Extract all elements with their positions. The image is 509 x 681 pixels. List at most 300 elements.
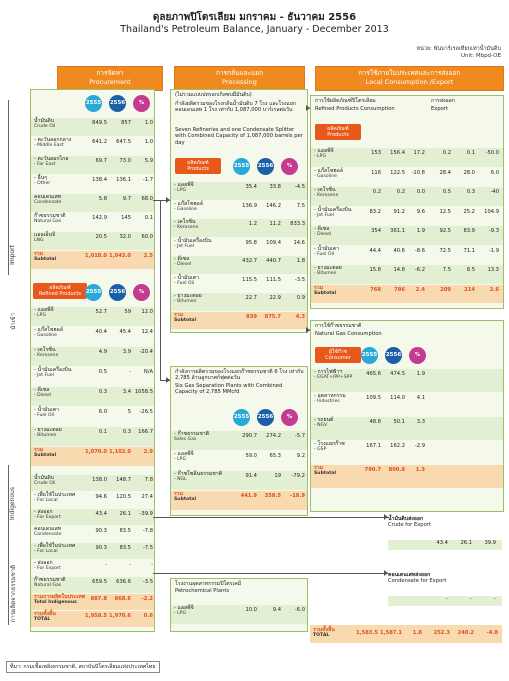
table-row — [31, 327, 154, 346]
year-2012-badge: 2555 — [233, 409, 250, 426]
cell-value: 32.0 — [119, 234, 131, 240]
cell-value: 94.6 — [95, 494, 107, 500]
processing-header-th: การกลั่นและแยก — [215, 69, 264, 77]
cell-value: 40.6 — [393, 247, 405, 254]
row-label-th: รวม — [314, 465, 324, 471]
ng-consumption-box — [310, 320, 504, 512]
cell-value: -20.4 — [139, 349, 153, 355]
gsp-table — [171, 431, 307, 515]
row-label-en: - Far East — [34, 162, 56, 168]
products-badge — [315, 124, 361, 140]
cell-value: 138.4 — [92, 177, 107, 183]
cell-value: 9.7 — [122, 196, 131, 202]
cell-value: 83.9 — [463, 228, 475, 234]
year-2013-badge: 2556 — [109, 284, 126, 301]
row-label-en: Total Indigenous — [34, 600, 77, 606]
cell-value: N/A — [143, 369, 153, 375]
cell-value: 868.6 — [114, 596, 131, 602]
table-row — [31, 577, 154, 593]
total-export-pct: -4.8 — [486, 630, 498, 636]
table-row — [311, 226, 503, 245]
cell-value: 839 — [246, 313, 257, 320]
row-label — [34, 447, 56, 459]
cell-value: 7.5 — [296, 202, 305, 209]
table-row — [311, 148, 503, 167]
row-label-th: - ดีเซล — [34, 387, 50, 393]
connector-line — [160, 200, 161, 380]
table-row — [31, 194, 154, 212]
cell-value: 465.6 — [366, 371, 381, 377]
row-label-en: - Jet Fuel — [314, 212, 334, 218]
row-label-th: น้ำมันดิบ — [34, 475, 55, 481]
row-label — [174, 471, 222, 483]
cell-value: 647.5 — [116, 139, 131, 145]
table-row — [171, 471, 307, 490]
row-label — [34, 427, 62, 439]
cell-value: 1.9 — [416, 228, 425, 234]
row-label-th: - น้ำมันเครื่องบิน — [174, 237, 212, 244]
ng-consumption-table — [311, 369, 503, 499]
cell-value: 0.3 — [466, 189, 475, 195]
row-label — [34, 307, 54, 319]
unit-label-en: Unit: Mbpd-OE — [461, 53, 501, 59]
products-badge-en: Products — [187, 166, 209, 172]
row-label — [34, 156, 68, 168]
row-label-th: - อื่นๆ — [34, 175, 47, 181]
refinery-note: (ไม่รวมแบบปทรอกเกิลซบมืมันดิบ) — [175, 92, 252, 98]
row-label-th: - แอลพีจี — [34, 307, 54, 313]
row-label-th: - น้ำมันเตา — [34, 407, 60, 413]
cell-value: 6.0 — [490, 169, 499, 176]
cell-value: 104.9 — [484, 208, 499, 215]
cell-value: 59 — [124, 309, 131, 315]
cell-value: 142.9 — [92, 215, 107, 221]
cell-value: -39.9 — [139, 511, 153, 517]
total-label-en: TOTAL — [313, 633, 330, 639]
percent-badge: % — [133, 95, 150, 112]
cell-value: 833.3 — [290, 221, 305, 227]
cell-value: 0.1 — [466, 150, 475, 156]
table-row — [31, 367, 154, 386]
row-label-en: - LPG — [174, 188, 187, 194]
row-label-th: - น้ำมันเตา — [174, 274, 200, 281]
products-badge-en: Products — [327, 132, 349, 138]
cell-value: 4.3 — [295, 313, 305, 320]
table-row — [311, 246, 503, 265]
cell-value: 0.3 — [122, 429, 131, 435]
cell-value: 0.5 — [98, 369, 107, 375]
cell-value: 20.5 — [95, 234, 107, 240]
cell-value: 11.2 — [269, 221, 281, 227]
table-row — [311, 441, 503, 464]
table-row — [171, 219, 307, 237]
row-label-th: - ดีเซล — [314, 226, 330, 232]
row-label-th: - แอลพีจี — [174, 451, 194, 457]
cell-value: 9.6 — [416, 208, 425, 215]
table-row — [31, 509, 154, 525]
row-label-en: - For Local — [34, 498, 58, 504]
row-label-th: - เพื่อใช้ในประเทศ — [34, 492, 76, 498]
row-label-th: - ส่งออก — [34, 509, 53, 515]
cell-value: -6.2 — [414, 267, 425, 273]
row-label-th: - แอลพีจี — [314, 148, 334, 154]
row-label-en: - Diesel — [174, 262, 192, 268]
cell-value: 71.1 — [463, 247, 475, 254]
cell-value: 136.9 — [242, 202, 257, 209]
cell-value: -3.5 — [142, 579, 153, 585]
cell-value: - — [129, 562, 131, 568]
cell-value: 432.7 — [242, 258, 257, 264]
percent-badge: % — [281, 409, 298, 426]
row-label — [34, 232, 55, 244]
row-label-en: - Fuel Oil — [174, 280, 195, 286]
cell-value: 95.8 — [245, 239, 257, 246]
cell-value: 115.5 — [242, 276, 257, 283]
cell-value: 59.0 — [245, 453, 257, 459]
cell-value: 48.8 — [369, 419, 381, 425]
table-row — [171, 491, 307, 510]
row-label — [314, 393, 346, 405]
row-label — [314, 187, 338, 199]
cell-value: 120.5 — [116, 494, 131, 500]
cell-value: 28.0 — [463, 169, 475, 176]
procurement-header — [57, 66, 163, 91]
row-label-th: - แอลพีจี — [174, 605, 194, 611]
total-export-2012: 252.3 — [433, 630, 450, 636]
total-label-th: รวมทั้งสิ้น — [313, 627, 335, 633]
cell-value: 636.6 — [116, 579, 131, 585]
table-row — [171, 201, 307, 219]
cell-value: -40 — [490, 189, 499, 195]
export-label-th: การส่งออก — [431, 98, 455, 104]
row-label — [34, 407, 59, 419]
row-label — [34, 560, 61, 572]
row-label-th: รวม — [174, 311, 184, 318]
cell-value: 1,102.0 — [109, 449, 131, 455]
row-label-en: Crude Oil — [34, 481, 56, 487]
table-row — [31, 137, 154, 155]
row-label-th: - แอลพีจี — [174, 182, 194, 188]
row-label-th: ก๊าซธรรมชาติ — [34, 577, 66, 583]
row-label-th: - การไฟฟ้าฯ — [314, 369, 343, 375]
cell-value: 1.9 — [416, 371, 425, 377]
cell-value: 52.7 — [95, 309, 107, 315]
page-subtitle: Thailand's Petroleum Balance, January - December 2013 — [120, 24, 389, 35]
cell-value: 167.1 — [366, 443, 381, 449]
cell-value: 2.9 — [143, 449, 153, 455]
table-row — [311, 207, 503, 226]
year-2012-badge: 2555 — [85, 284, 102, 301]
year-2012-badge: 2555 — [233, 158, 250, 175]
products-badge — [175, 158, 221, 174]
row-label-th: น้ำมันดิบ — [34, 118, 55, 124]
table-row — [31, 611, 154, 627]
cond-export-pct: - — [494, 596, 496, 602]
cond-export-values — [388, 596, 502, 606]
cell-value: 33.8 — [269, 184, 281, 190]
procurement-column — [30, 89, 155, 632]
cell-value: 83.5 — [119, 545, 131, 551]
cell-value: 116 — [371, 169, 381, 176]
gsp-capacity-en: Six Gas Separation Plants with Combined Capacity of 2,785 MMcfd — [175, 383, 283, 396]
procurement-header-th: การจัดหา — [96, 69, 124, 77]
row-label — [174, 275, 199, 287]
table-row — [171, 182, 307, 200]
row-label-en: - Gasoline — [174, 206, 197, 212]
table-row — [31, 407, 154, 426]
year-2013-badge: 2556 — [257, 158, 274, 175]
row-label-th: - ตะวันออกกลาง — [34, 137, 72, 143]
cell-value: -10.8 — [411, 169, 425, 176]
cell-value: 91.2 — [393, 208, 405, 215]
row-label — [314, 265, 342, 277]
cond-export-2012: - — [446, 596, 448, 602]
cell-value: 1.8 — [296, 258, 305, 264]
cell-value: 800.8 — [388, 467, 405, 473]
cell-value: 1,043.0 — [109, 253, 131, 259]
row-label — [34, 509, 61, 521]
row-label-en: - Diesel — [314, 232, 332, 238]
cell-value: 68.0 — [141, 196, 153, 202]
row-label — [314, 207, 351, 219]
row-label — [34, 251, 56, 263]
refinery-capacity-en: Seven Refineries and one Condensate Splitter with Combined Capacity of 1,087,000 barrels per day — [175, 127, 303, 146]
row-label-en: - NGV — [314, 423, 328, 429]
year-2013-badge: 2556 — [109, 95, 126, 112]
cell-value: -18.9 — [290, 493, 305, 499]
row-label — [34, 526, 61, 538]
row-label — [34, 194, 61, 206]
cell-value: - — [129, 369, 131, 375]
cell-value: 14.8 — [393, 267, 405, 273]
cell-value: 12.0 — [141, 309, 153, 315]
crude-export-2012: 43.4 — [436, 540, 448, 546]
cell-value: 3.3 — [416, 419, 425, 425]
row-label-en: Condensate — [34, 200, 62, 206]
cell-value: 166.7 — [138, 429, 153, 435]
row-label-en: - LPG — [34, 313, 47, 319]
cell-value: 0.2 — [396, 189, 405, 195]
row-label-th: - น้ำมันเครื่องบิน — [34, 367, 72, 373]
cell-value: 875.7 — [264, 313, 281, 320]
row-label — [314, 285, 336, 297]
row-label-en: - Kerosene — [34, 353, 59, 359]
cell-value: -2.2 — [141, 596, 153, 602]
row-label — [34, 213, 66, 225]
row-label-th: - ก๊าซโซลีนธรรมชาติ — [174, 471, 223, 477]
table-row — [31, 175, 154, 193]
row-label-th: รวม — [34, 251, 44, 257]
row-label — [34, 577, 66, 589]
percent-badge: % — [281, 158, 298, 175]
source-note: ที่มา: กรมเชื้อเพลิงธรรมชาติ, สถาบันปิโตรเลียมแห่งประเทศไทย — [6, 661, 160, 673]
row-label — [314, 168, 343, 180]
cell-value: -8.6 — [414, 247, 425, 254]
cell-value: -7.8 — [142, 528, 153, 534]
cell-value: 83.5 — [119, 528, 131, 534]
row-label-th: คอนเดนเสท — [34, 526, 62, 532]
row-label-en: - Middle East — [34, 143, 64, 149]
row-label-th: - ส่งออก — [34, 560, 53, 566]
cell-value: 109.5 — [366, 395, 381, 401]
cell-value: 15.8 — [369, 267, 381, 273]
arrow-icon — [384, 514, 388, 520]
cell-value: 72.5 — [439, 247, 451, 254]
row-label-en: - Fuel Oil — [34, 413, 55, 419]
row-label-en: Natural Gas — [34, 583, 62, 589]
cell-value: 9.2 — [296, 453, 305, 459]
cell-value: 91.4 — [245, 473, 257, 479]
cell-value: 0.2 — [442, 150, 451, 156]
row-label-en: - LPG — [174, 457, 187, 463]
table-row — [31, 347, 154, 366]
row-label — [314, 148, 334, 160]
table-row — [171, 238, 307, 256]
table-row — [311, 285, 503, 304]
row-label — [314, 246, 339, 258]
cell-value: 214 — [464, 286, 475, 293]
row-label-en: - Kerosene — [174, 225, 199, 231]
table-row — [171, 293, 307, 311]
row-label — [174, 219, 198, 231]
cond-export-en: Condensate for Export — [388, 578, 447, 585]
cell-value: 9.4 — [272, 607, 281, 613]
row-label-th: - เคโรซีน — [34, 347, 56, 353]
cell-value: -9.3 — [488, 228, 499, 234]
row-label-th: คอนเดนเสท — [34, 194, 62, 200]
table-row — [171, 451, 307, 470]
cell-value: 1058.5 — [134, 389, 153, 395]
cell-value: 474.5 — [390, 371, 405, 377]
table-row — [171, 312, 307, 330]
cell-value: -1.7 — [142, 177, 153, 183]
crude-export-box — [388, 516, 502, 556]
row-label-th: - ยางมะตอย — [34, 427, 62, 433]
cell-value: 65.3 — [269, 453, 281, 459]
cell-value: 290.7 — [242, 433, 257, 439]
cell-value: -6.0 — [294, 607, 305, 613]
cell-value: 790.7 — [364, 467, 381, 473]
refinery-products-table — [171, 182, 307, 332]
cell-value: 50.1 — [393, 419, 405, 425]
row-label-en: Subtotal — [174, 497, 197, 503]
row-label-en: Subtotal — [314, 290, 337, 296]
table-row — [31, 475, 154, 491]
cell-value: 14.6 — [293, 239, 305, 246]
year-2013-badge: 2556 — [385, 347, 402, 364]
row-label-th: แอลเอ็นจี — [34, 232, 56, 238]
cell-value: 10.0 — [245, 607, 257, 613]
cell-value: 274.2 — [266, 433, 281, 439]
row-label — [314, 465, 336, 477]
consumer-badge — [315, 347, 361, 363]
total-2012: 1,583.5 — [356, 630, 378, 636]
row-label-en: Natural Gas — [34, 219, 62, 225]
cell-value: -3.5 — [294, 276, 305, 283]
row-label-en: Subtotal — [34, 453, 57, 459]
table-row — [311, 168, 503, 187]
crude-export-en: Crude for Export — [388, 522, 431, 529]
row-label-en: Subtotal — [34, 257, 57, 263]
row-label — [34, 175, 50, 187]
cell-value: 5.8 — [98, 196, 107, 202]
table-row — [31, 213, 154, 231]
cell-value: 92.5 — [439, 228, 451, 234]
cell-value: 114.0 — [390, 395, 405, 401]
cell-value: 0.5 — [442, 189, 451, 195]
row-label-th: - น้ำมันเครื่องบิน — [314, 206, 352, 213]
cell-value: 1.0 — [144, 139, 153, 145]
row-label-en: - Fuel Oil — [314, 251, 335, 257]
cell-value: -79.2 — [291, 473, 305, 479]
refined-badge-en: Refined Products — [38, 291, 82, 297]
refined-consumption-box — [310, 95, 504, 309]
cell-value: 361.1 — [390, 228, 405, 234]
cell-value: - — [105, 562, 107, 568]
row-label — [314, 441, 345, 453]
row-label-en: Subtotal — [314, 471, 337, 477]
row-label — [34, 492, 75, 504]
row-label-en: - For Export — [34, 515, 61, 521]
table-row — [171, 275, 307, 293]
cell-value: 25.2 — [463, 208, 475, 215]
cell-value: 0.1 — [98, 429, 107, 435]
cell-value: 2.6 — [489, 286, 499, 293]
cell-value: 768 — [370, 286, 381, 293]
table-row — [31, 526, 154, 542]
row-label — [314, 369, 352, 381]
row-label — [34, 611, 56, 623]
row-label-th: - ยางมะตอย — [314, 265, 342, 271]
row-label-en: Condensate — [34, 532, 62, 538]
row-label — [174, 491, 196, 503]
row-label — [174, 201, 203, 213]
petrochemical-box — [170, 578, 308, 632]
cell-value: 13.3 — [487, 267, 499, 273]
refined-import-table — [31, 307, 154, 467]
cell-value: 60.0 — [141, 234, 153, 240]
row-label — [34, 475, 55, 487]
row-label-en: - Other — [34, 181, 51, 187]
table-row — [31, 307, 154, 326]
year-2012-badge: 2555 — [361, 347, 378, 364]
cell-value: 5.9 — [144, 158, 153, 164]
cell-value: 659.5 — [92, 579, 107, 585]
table-row — [311, 265, 503, 284]
page-title: ดุลยภาพปิโตรเลียม มกราคม - ธันวาคม 2556 — [152, 12, 357, 23]
row-label-en: TOTAL — [34, 617, 51, 623]
cell-value: -1.9 — [488, 247, 499, 254]
cell-value: 857 — [121, 120, 131, 126]
row-label-en: - Bitumen — [174, 299, 197, 305]
refinery-capacity-th: กำลังผลิตรวมของโรงกลั่นน้ำมันดิบ 7 โรง และโรงแยกคอนเดนเสท 1 โรง เท่ากับ 1,087,000 บาร์เรลต่อวัน — [175, 101, 297, 114]
products-badge-th: ผลิตภัณฑ์ — [327, 126, 349, 132]
cond-export-th: คอนเดนเสทส่งออก — [388, 572, 431, 578]
cell-value: 440.7 — [266, 258, 281, 264]
cell-value: 849.5 — [92, 120, 107, 126]
cell-value: 358.5 — [264, 493, 281, 499]
row-label-en: LNG — [34, 238, 44, 244]
table-row — [171, 605, 307, 624]
petro-title-en: Petrochemical Plants — [175, 588, 230, 594]
cell-value: 146.2 — [266, 202, 281, 209]
side-import-th-label: นำเข้า — [10, 313, 17, 330]
row-label — [34, 347, 58, 359]
row-label-en: Subtotal — [174, 317, 197, 323]
table-row — [31, 118, 154, 136]
row-label-th: - ดีเซล — [174, 256, 190, 262]
table-row — [31, 560, 154, 576]
